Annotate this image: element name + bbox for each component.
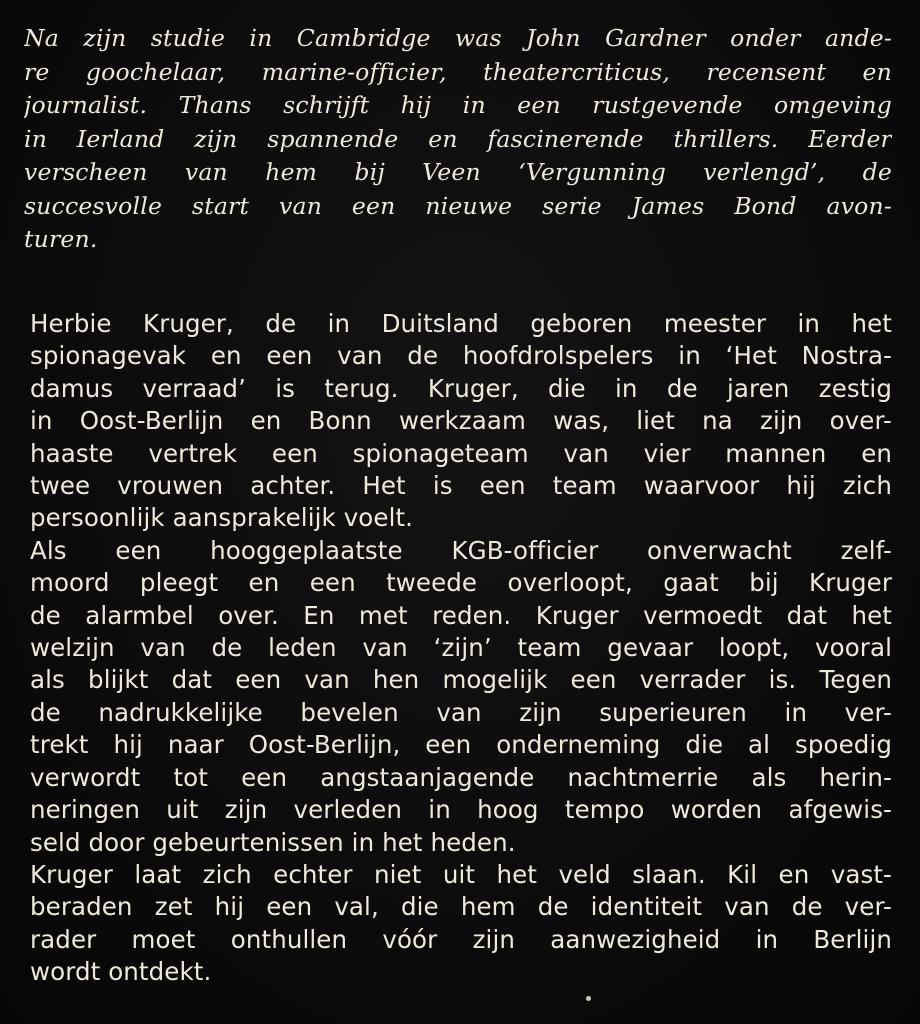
blurb-line: moord pleegt en een tweede overloopt, gaat bij Kruger bbox=[30, 568, 892, 598]
blurb-line: als blijkt dat een van hen mogelijk een verrader is. Tegen bbox=[30, 665, 892, 695]
blurb-line: de nadrukkelijke bevelen van zijn superieuren in ver- bbox=[30, 697, 892, 727]
bio-line: Na zijn studie in Cambridge was John Gardner onder ande- bbox=[24, 24, 892, 52]
blurb-line: haaste vertrek een spionageteam van vier mannen en bbox=[30, 438, 892, 468]
blurb-line: welzijn van de leden van ‘zijn’ team gevaar loopt, vooral bbox=[30, 633, 892, 663]
blurb-line: de alarmbel over. En met reden. Kruger vermoedt dat het bbox=[30, 600, 892, 630]
blurb-line: beraden zet hij een val, die hem de identiteit van de ver- bbox=[30, 892, 892, 922]
bio-line: succesvolle start van een nieuwe serie James Bond avon- bbox=[24, 191, 892, 220]
bio-line: turen. bbox=[24, 225, 98, 253]
blurb-line: seld door gebeurtenissen in het heden. bbox=[30, 827, 516, 857]
blurb-line: spionagevak en een van de hoofdrolspelers in ‘Het Nostra- bbox=[30, 341, 892, 371]
author-bio bbox=[24, 22, 892, 257]
bio-line: re goochelaar, marine-officier, theatercriticus, recensent en bbox=[24, 57, 892, 86]
blurb-line: Herbie Kruger, de in Duitsland geboren meester in het bbox=[30, 309, 892, 338]
blurb-line: damus verraad’ is terug. Kruger, die in de jaren zestig bbox=[30, 373, 892, 403]
blurb-line: rader moet onthullen vóór zijn aanwezigheid in Berlijn bbox=[30, 924, 892, 954]
bio-line: in Ierland zijn spannende en fascinerende thrillers. Eerder bbox=[24, 124, 892, 153]
blurb-line: wordt ontdekt. bbox=[30, 957, 212, 987]
blurb-line: trekt hij naar Oost-Berlijn, een onderneming die al spoedig bbox=[30, 730, 892, 760]
blurb-line: twee vrouwen achter. Het is een team waarvoor hij zich bbox=[30, 471, 892, 501]
blurb-line: neringen uit zijn verleden in hoog tempo worden afgewis- bbox=[30, 795, 892, 825]
blurb-line: persoonlijk aansprakelijk voelt. bbox=[30, 503, 414, 533]
bio-line: verscheen van hem bij Veen ‘Vergunning verlengd’, de bbox=[24, 158, 892, 186]
blurb-line: Als een hooggeplaatste KGB-officier onverwacht zelf- bbox=[30, 535, 892, 565]
blurb-line: in Oost-Berlijn en Bonn werkzaam was, liet na zijn over- bbox=[30, 406, 892, 436]
print-speck bbox=[586, 996, 591, 1001]
blurb-line: Kruger laat zich echter niet uit het veld slaan. Kil en vast- bbox=[30, 859, 892, 889]
blurb-line: verwordt tot een angstaanjagende nachtmerrie als herin- bbox=[30, 762, 892, 792]
book-blurb bbox=[30, 308, 892, 989]
bio-line: journalist. Thans schrijft hij in een rustgevende omgeving bbox=[24, 91, 892, 119]
